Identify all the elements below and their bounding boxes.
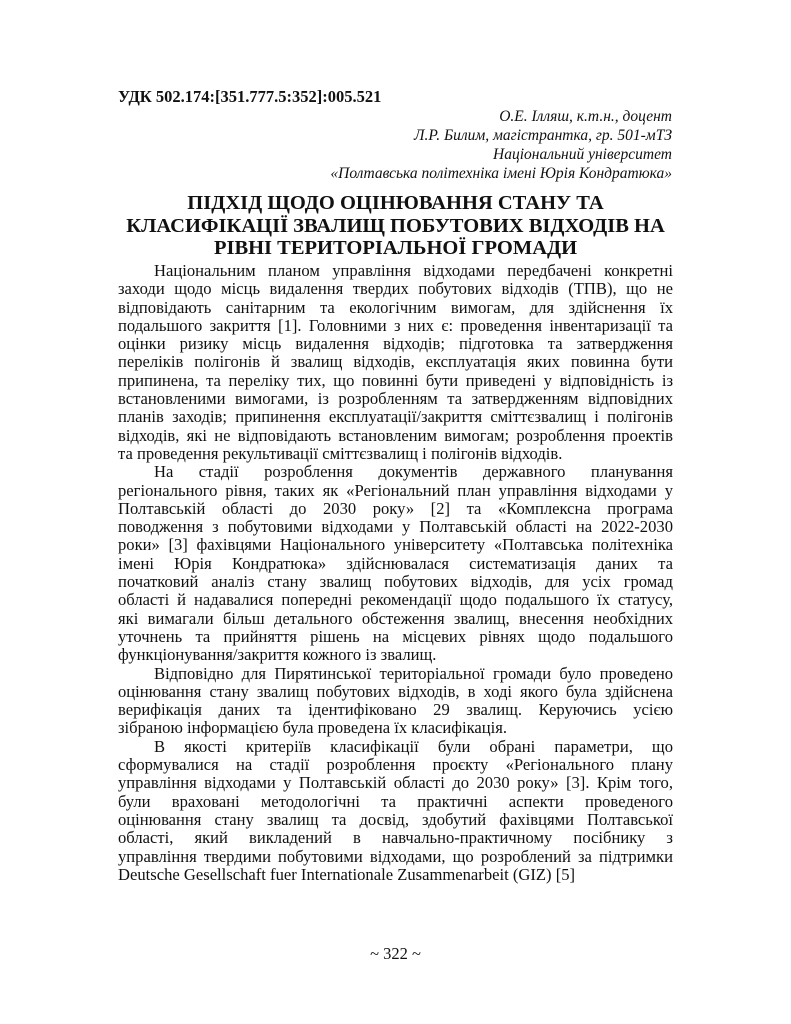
paragraph-line: сформувалися на стадії розроблення проєкту «Регіонального плану <box>118 755 673 775</box>
paragraph-line: верифікація даних та ідентифіковано 29 звалищ. Керуючись усією <box>118 700 673 720</box>
paragraph-line: В якості критеріїв класифікації були обрані параметри, що <box>154 736 673 756</box>
paragraph-line: Deutsche Gesellschaft fuer Internationale Zusammenarbeit (GIZ) [5] <box>118 864 576 884</box>
paragraph-line: були враховані методологічні та практичні аспекти проведеного <box>118 791 673 811</box>
author-1: О.Е. Ілляш, к.т.н., доцент <box>499 108 672 125</box>
paragraph-line: подальшого закриття [1]. Головними з них є: проведення інвентаризації та <box>118 315 673 335</box>
paragraph-line: планів заходів; припинення експлуатації/закриття сміттєзвалищ і полігонів <box>118 407 673 427</box>
paragraph-line: Відповідно для Пирятинської територіальної громади було проведено <box>154 663 673 683</box>
paragraph-line: поводження з побутовими відходами у Полтавській області на 2022-2030 <box>118 517 673 537</box>
paragraph <box>118 262 673 463</box>
paragraph-line: регіонального рівня, таких як «Регіональний план управління відходами у <box>118 480 673 500</box>
paragraph-line: На стадії розроблення документів державного планування <box>154 462 673 482</box>
paragraph-line: управління твердими побутовими відходами, що розроблений за підтримки <box>118 846 673 866</box>
paragraph-line: оцінювання стану звалищ побутових відходів, в ході якого була здійснена <box>118 681 673 701</box>
paragraph-line: відходів, які не відповідають встановленим вимогам; розроблення проектів <box>118 425 673 445</box>
paragraph-line: оцінювання стану звалищ та досвід, здобутий фахівцями Полтавської <box>118 809 673 829</box>
article-title <box>118 192 673 260</box>
paragraph-line: встановленими вимогами, із розробленням та затвердженням відповідних <box>118 389 673 409</box>
paragraph-line: імені Юрія Кондратюка» здійснювалася систематизація даних та <box>118 553 673 573</box>
paragraph-line: області, який викладений в навчально-практичному посібнику з <box>118 828 673 848</box>
paragraph <box>118 738 673 884</box>
paragraph-line: уточнень та прийняття рішень на місцевих рівнях щодо подальшого <box>118 626 673 646</box>
paragraph <box>118 665 673 738</box>
paragraph-line: Національним планом управління відходами передбачені конкретні <box>154 261 673 280</box>
paragraph-line: припинена, та переліку тих, що повинні бути приведені у відповідність із <box>118 370 673 390</box>
paragraph-line: функціонування/закриття кожного із звалищ. <box>118 645 437 665</box>
affiliation-line-2: «Полтавська політехніка імені Юрія Кондратюка» <box>330 165 672 182</box>
article-body <box>118 262 673 884</box>
title-line: РІВНІ ТЕРИТОРІАЛЬНОЇ ГРОМАДИ <box>213 237 578 259</box>
author-block <box>330 107 672 183</box>
paragraph-line: відповідають санітарним та екологічним вимогам, для здійснення їх <box>118 297 673 317</box>
title-line: КЛАСИФІКАЦІЇ ЗВАЛИЩ ПОБУТОВИХ ВІДХОДІВ НА <box>126 214 665 237</box>
paragraph-line: оцінки ризику місць видалення відходів; підготовка та затвердження <box>118 334 673 354</box>
paragraph-line: зібраною інформацією була проведена їх класифікація. <box>118 718 508 738</box>
paragraph-line: заходи щодо місць видалення твердих побутових відходів (ТПВ), що не <box>118 279 673 299</box>
paragraph-line: переліків полігонів й звалищ відходів, експлуатація яких повинна бути <box>118 352 673 372</box>
paragraph-line: управління відходами у Полтавській області до 2030 року» [3]. Крім того, <box>118 773 673 793</box>
paragraph-line: роки» [3] фахівцями Національного університету «Полтавська політехніка <box>118 535 673 555</box>
paragraph <box>118 463 673 664</box>
page-number: ~ 322 ~ <box>370 944 421 963</box>
author-2: Л.Р. Билим, магістрантка, гр. 501-мТЗ <box>413 127 672 144</box>
affiliation-line-1: Національний університет <box>493 146 672 163</box>
paragraph-line: які вимагали більш детального обстеження звалищ, внесення необхідних <box>118 608 673 628</box>
paragraph-line: Полтавській області до 2030 року» [2] та «Комплексна програма <box>118 498 673 518</box>
paragraph-line: та проведення рекультивації сміттєзвалищ і полігонів відходів. <box>118 443 563 463</box>
udk-code: УДК 502.174:[351.777.5:352]:005.521 <box>118 87 382 106</box>
paragraph-line: області й надавалися попередні рекомендації щодо подальшого їх статусу, <box>118 590 673 610</box>
title-line: ПІДХІД ЩОДО ОЦІНЮВАННЯ СТАНУ ТА <box>187 192 604 214</box>
paragraph-line: початковий аналіз стану звалищ побутових відходів, для усіх громад <box>118 572 673 592</box>
